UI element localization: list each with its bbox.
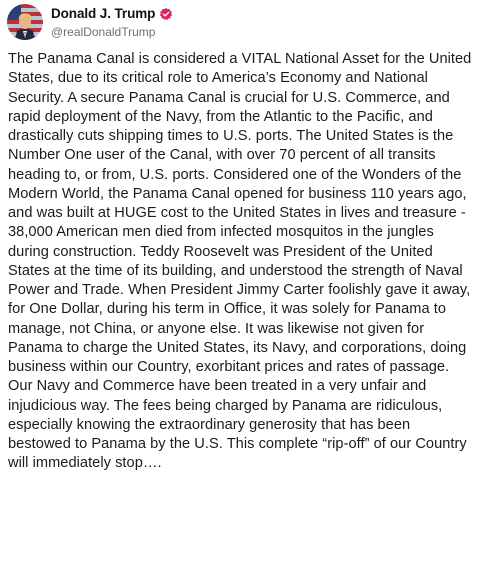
- verified-badge-icon: [159, 7, 173, 21]
- author-handle[interactable]: @realDonaldTrump: [51, 25, 156, 39]
- author-name-row: [51, 5, 173, 23]
- author-display-name[interactable]: Donald J. Trump: [51, 6, 156, 22]
- author-block: [51, 4, 173, 38]
- post-header: [7, 4, 173, 44]
- post-body-text: The Panama Canal is considered a VITAL National Asset for the United States, due to its critical role to America’s Economy and National Security. A secure Panama Canal is crucial for U.S. Commerce, and rapid deployment of the Navy, from the Atlantic to the Pacific, and drastically cuts shipping times to U.S. ports. The United States is the Number One user of the Canal, with over 70 percent of all transits heading to, or from, U.S. ports. Considered one of the Wonders of the Modern World, the Panama Canal opened for business 110 years ago, and was built at HUGE cost to the United States in lives and treasure - 38,000 American men died from infected mosquitos in the jungles during construction. Teddy Roosevelt was President of the United States at the time of its building, and understood the strength of Naval Power and Trade. When President Jimmy Carter foolishly gave it away, for One Dollar, during his term in Office, it was solely for Panama to manage, not China, or anyone else. It was likewise not given for Panama to charge the United States, its Navy, and corporations, doing business within our Country, exorbitant prices and rates of passage. Our Navy and Commerce have been treated in a very unfair and injudicious way. The fees being charged by Panama are ridiculous, especially knowing the extraordinary generosity that has been bestowed to Panama by the U.S. This complete “rip-off” of our Country will immediately stop….: [8, 51, 472, 472]
- avatar[interactable]: [7, 4, 43, 40]
- avatar-image: [7, 4, 43, 40]
